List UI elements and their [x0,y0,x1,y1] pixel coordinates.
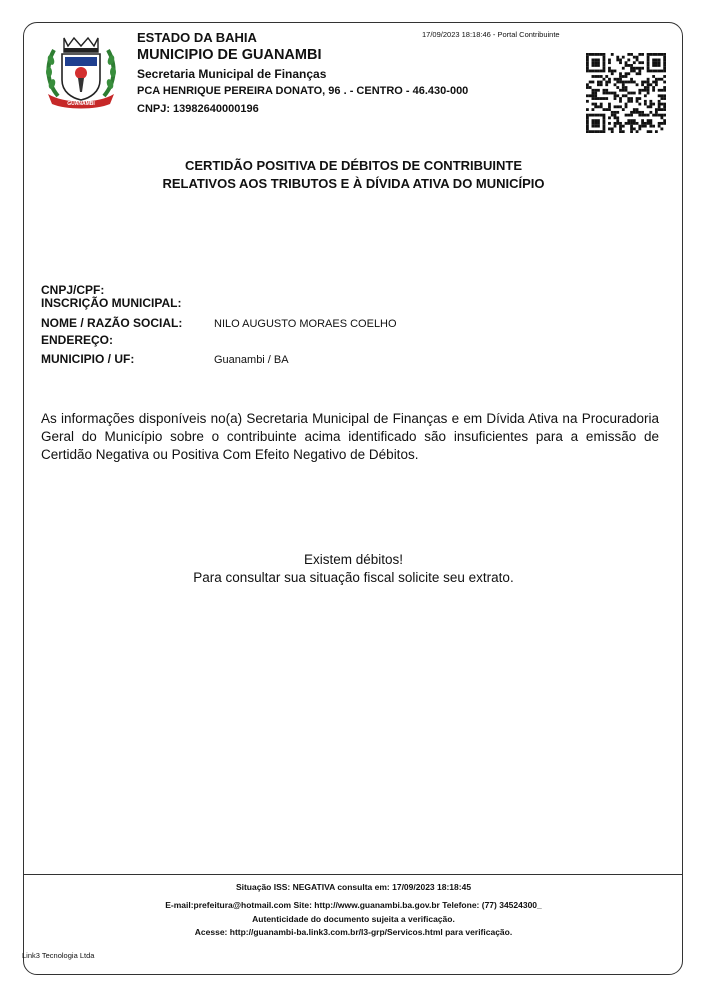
footer-access-url: Acesse: http://guanambi-ba.link3.com.br/l3-grp/Servicos.html para verificação. [194,927,513,937]
certificate-body-paragraph: As informações disponíveis no(a) Secretaria Municipal de Finanças e em Dívida Ativa na Procuradoria Geral do Município sobre o contribuinte acima identificado são insuficientes para a emissão de Certidão Negativa ou Positiva Com Efeito Negativo de Débitos. [41,411,659,462]
footer-authenticity: Autenticidade do documento sujeita a verificação. [252,914,455,924]
footer-contact: E-mail:prefeitura@hotmail.com Site: http://www.guanambi.ba.gov.br Telefone: (77) 34524300_ [165,900,542,910]
header-state: ESTADO DA BAHIA [137,30,257,45]
footer-divider [23,874,683,875]
municipio-uf-value: Guanambi / BA [214,354,289,366]
nome-razao-social-value: NILO AUGUSTO MORAES COELHO [214,318,397,330]
vendor-credit: Link3 Tecnologia Ltda [22,951,95,960]
consult-notice: Para consultar sua situação fiscal solicite seu extrato. [193,570,514,585]
endereco-label: ENDEREÇO: [41,333,114,347]
footer-iss-status: Situação ISS: NEGATIVA consulta em: 17/09/2023 18:18:45 [235,882,472,892]
header-department: Secretaria Municipal de Finanças [137,67,327,81]
document-title-line2: RELATIVOS AOS TRIBUTOS E À DÍVIDA ATIVA DO MUNICÍPIO [162,176,545,191]
coat-of-arms-icon [44,34,118,110]
inscricao-municipal-label: INSCRIÇÃO MUNICIPAL: [41,296,182,310]
debts-notice: Existem débitos! [303,552,404,567]
header-municipality: MUNICIPIO DE GUANAMBI [137,47,322,63]
generation-timestamp: 17/09/2023 18:18:46 - Portal Contribuinte [422,30,560,39]
nome-razao-social-label: NOME / RAZÃO SOCIAL: [41,316,183,330]
municipio-uf-label: MUNICIPIO / UF: [41,352,135,366]
header-address: PCA HENRIQUE PEREIRA DONATO, 96 . - CENTRO - 46.430-000 [137,85,469,97]
document-title-line1: CERTIDÃO POSITIVA DE DÉBITOS DE CONTRIBUINTE [184,158,523,173]
qr-code-icon[interactable] [586,53,666,133]
cnpj-cpf-label: CNPJ/CPF: [41,283,105,297]
header-cnpj: CNPJ: 13982640000196 [137,103,259,115]
logo-ribbon-text: GUANAMBI [67,101,95,107]
